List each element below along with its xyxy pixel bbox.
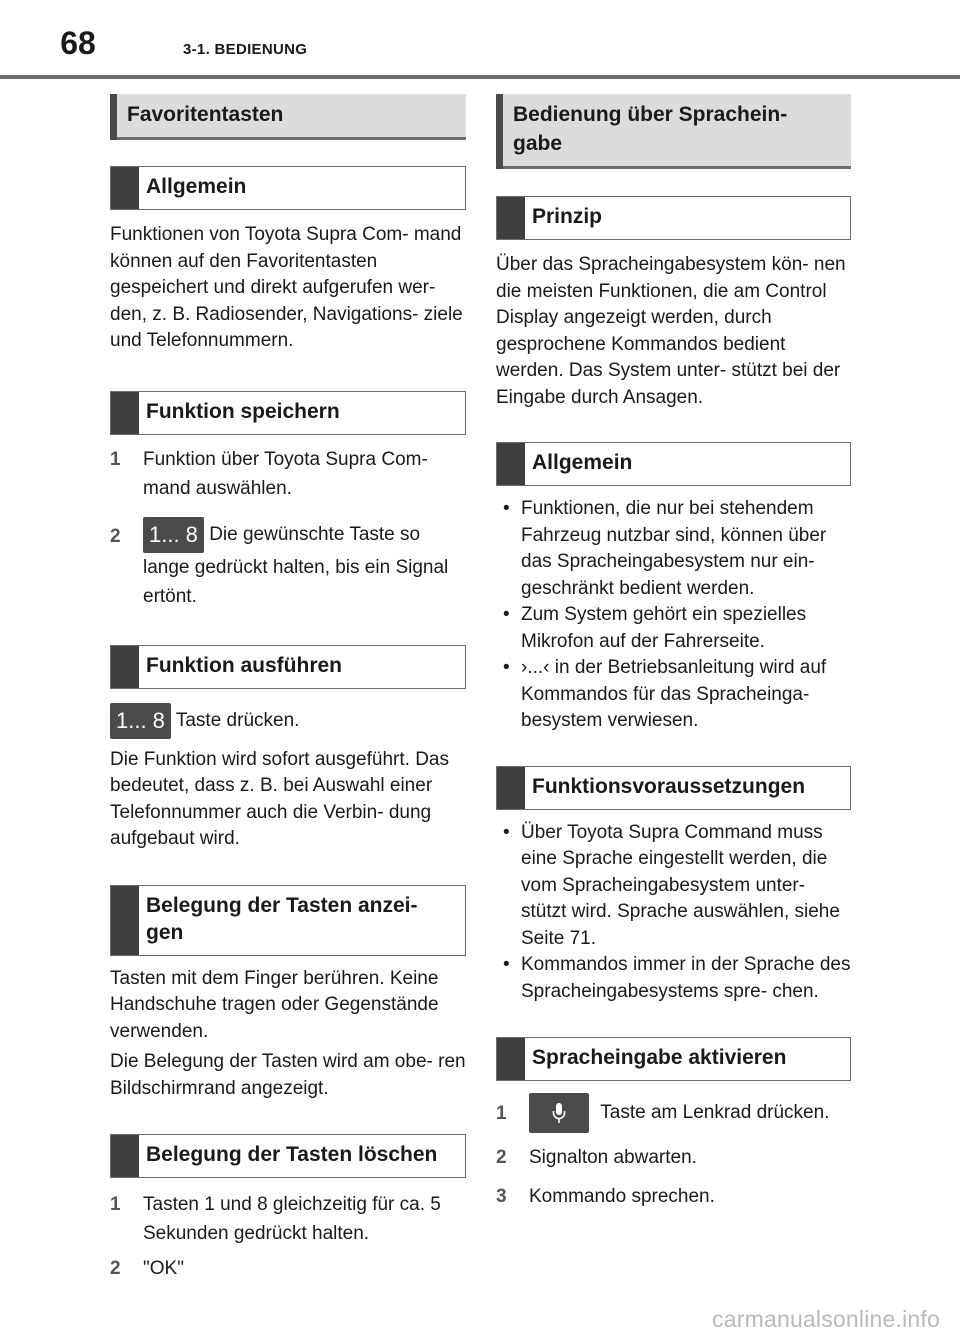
step-number: 2: [496, 1147, 507, 1168]
step-item: [110, 1254, 466, 1283]
heading-belegung-anzeigen: Belegung der Tasten anzei- gen: [110, 885, 466, 956]
list-item: • Zum System gehört ein spezielles Mikrofon auf der Fahrerseite.: [496, 602, 851, 655]
favorite-key-1-8-icon: 1... 8: [110, 703, 171, 739]
allgemein-paragraph: Funktionen von Toyota Supra Com- mand können auf den Favoritentasten gespeichert und direkt aufgerufen wer- den, z. B. Radiosender, Navigations- ziele und Telefonnummern.: [110, 224, 463, 351]
step-item: [110, 445, 466, 503]
voraussetzungen-list: [496, 820, 851, 1006]
step-text: Die gewünschte Taste so lange gedrückt halten, bis ein Signal ertönt.: [143, 523, 449, 607]
left-column: [110, 94, 466, 1283]
heading-spracheingabe-aktivieren: Spracheingabe aktivieren: [496, 1037, 851, 1081]
step-number: 2: [110, 1258, 121, 1279]
anzeigen-paragraph-2: Die Belegung der Tasten wird am obe- ren Bildschirmrand angezeigt.: [110, 1051, 466, 1099]
step-number: 2: [110, 525, 121, 547]
heading-funktion-speichern: Funktion speichern: [110, 391, 466, 435]
list-item: • ›...‹ in der Betriebsanleitung wird auf Kommandos für das Spracheinga- besystem verwiesen.: [496, 655, 851, 735]
anzeigen-paragraph-1: Tasten mit dem Finger berühren. Keine Handschuhe tragen oder Gegenstände verwenden.: [110, 967, 439, 1042]
microphone-icon: [529, 1093, 589, 1133]
chapter-title: 3-1. BEDIENUNG: [183, 41, 308, 58]
ausfuehren-paragraph: Die Funktion wird sofort ausgeführt. Das bedeutet, dass z. B. bei Auswahl einer Telefonnummer auch die Verbin- dung aufgebaut wird.: [110, 748, 449, 849]
step-number: 1: [110, 448, 121, 470]
step-text: Tasten 1 und 8 gleichzeitig für ca. 5 Sekunden gedrückt halten.: [143, 1194, 441, 1244]
right-column: [496, 94, 851, 1211]
step-item: [496, 1182, 851, 1211]
step-item: [110, 1190, 466, 1248]
list-item: • Funktionen, die nur bei stehendem Fahrzeug nutzbar sind, können über das Spracheingabesystem nur ein- geschränkt bedient werden.: [496, 496, 851, 602]
step-item: [110, 517, 466, 611]
step-text: Kommando sprechen.: [529, 1186, 715, 1207]
page-header: [0, 0, 960, 78]
list-item: • Kommandos immer in der Sprache des Spracheingabesystems spre- chen.: [496, 952, 851, 1005]
ausfuehren-key-line: [110, 703, 466, 739]
watermark: carmanualsonline.info: [712, 1306, 940, 1332]
step-item: [496, 1093, 851, 1133]
section-spracheingabe: Bedienung über Sprachein- gabe: [496, 94, 851, 169]
heading-allgemein: Allgemein: [496, 442, 851, 486]
heading-belegung-loeschen: Belegung der Tasten löschen: [110, 1134, 466, 1178]
section-favoritentasten: Favoritentasten: [110, 94, 466, 140]
heading-funktionsvoraussetzungen: Funktionsvoraussetzungen: [496, 766, 851, 810]
header-rule: [0, 75, 960, 79]
step-number: 3: [496, 1186, 507, 1207]
heading-prinzip: Prinzip: [496, 196, 851, 240]
step-item: [496, 1143, 851, 1172]
page-number: 68: [60, 24, 96, 61]
step-number: 1: [496, 1102, 507, 1124]
prinzip-paragraph: Über das Spracheingabesystem kön- nen die meisten Funktionen, die am Control Display angezeigt werden, durch gesprochene Kommandos bedient werden. Das System unter- stützt bei der Eingabe durch Ansagen.: [496, 254, 846, 408]
step-text: Funktion über Toyota Supra Com- mand auswählen.: [143, 448, 428, 499]
step-text: "OK": [143, 1258, 184, 1279]
step-number: 1: [110, 1194, 121, 1215]
list-item: • Über Toyota Supra Command muss eine Sprache eingestellt werden, die vom Spracheingabesystem unter- stützt wird. Sprache auswählen, siehe Seite 71.: [496, 820, 851, 953]
heading-allgemein: Allgemein: [110, 166, 466, 210]
step-text: Taste am Lenkrad drücken.: [600, 1102, 830, 1124]
ausfuehren-key-text: Taste drücken.: [175, 709, 300, 731]
favorite-key-1-8-icon: 1... 8: [143, 517, 204, 553]
step-text: Signalton abwarten.: [529, 1147, 697, 1168]
heading-funktion-ausfuehren: Funktion ausführen: [110, 645, 466, 689]
allgemein-list: [496, 496, 851, 735]
